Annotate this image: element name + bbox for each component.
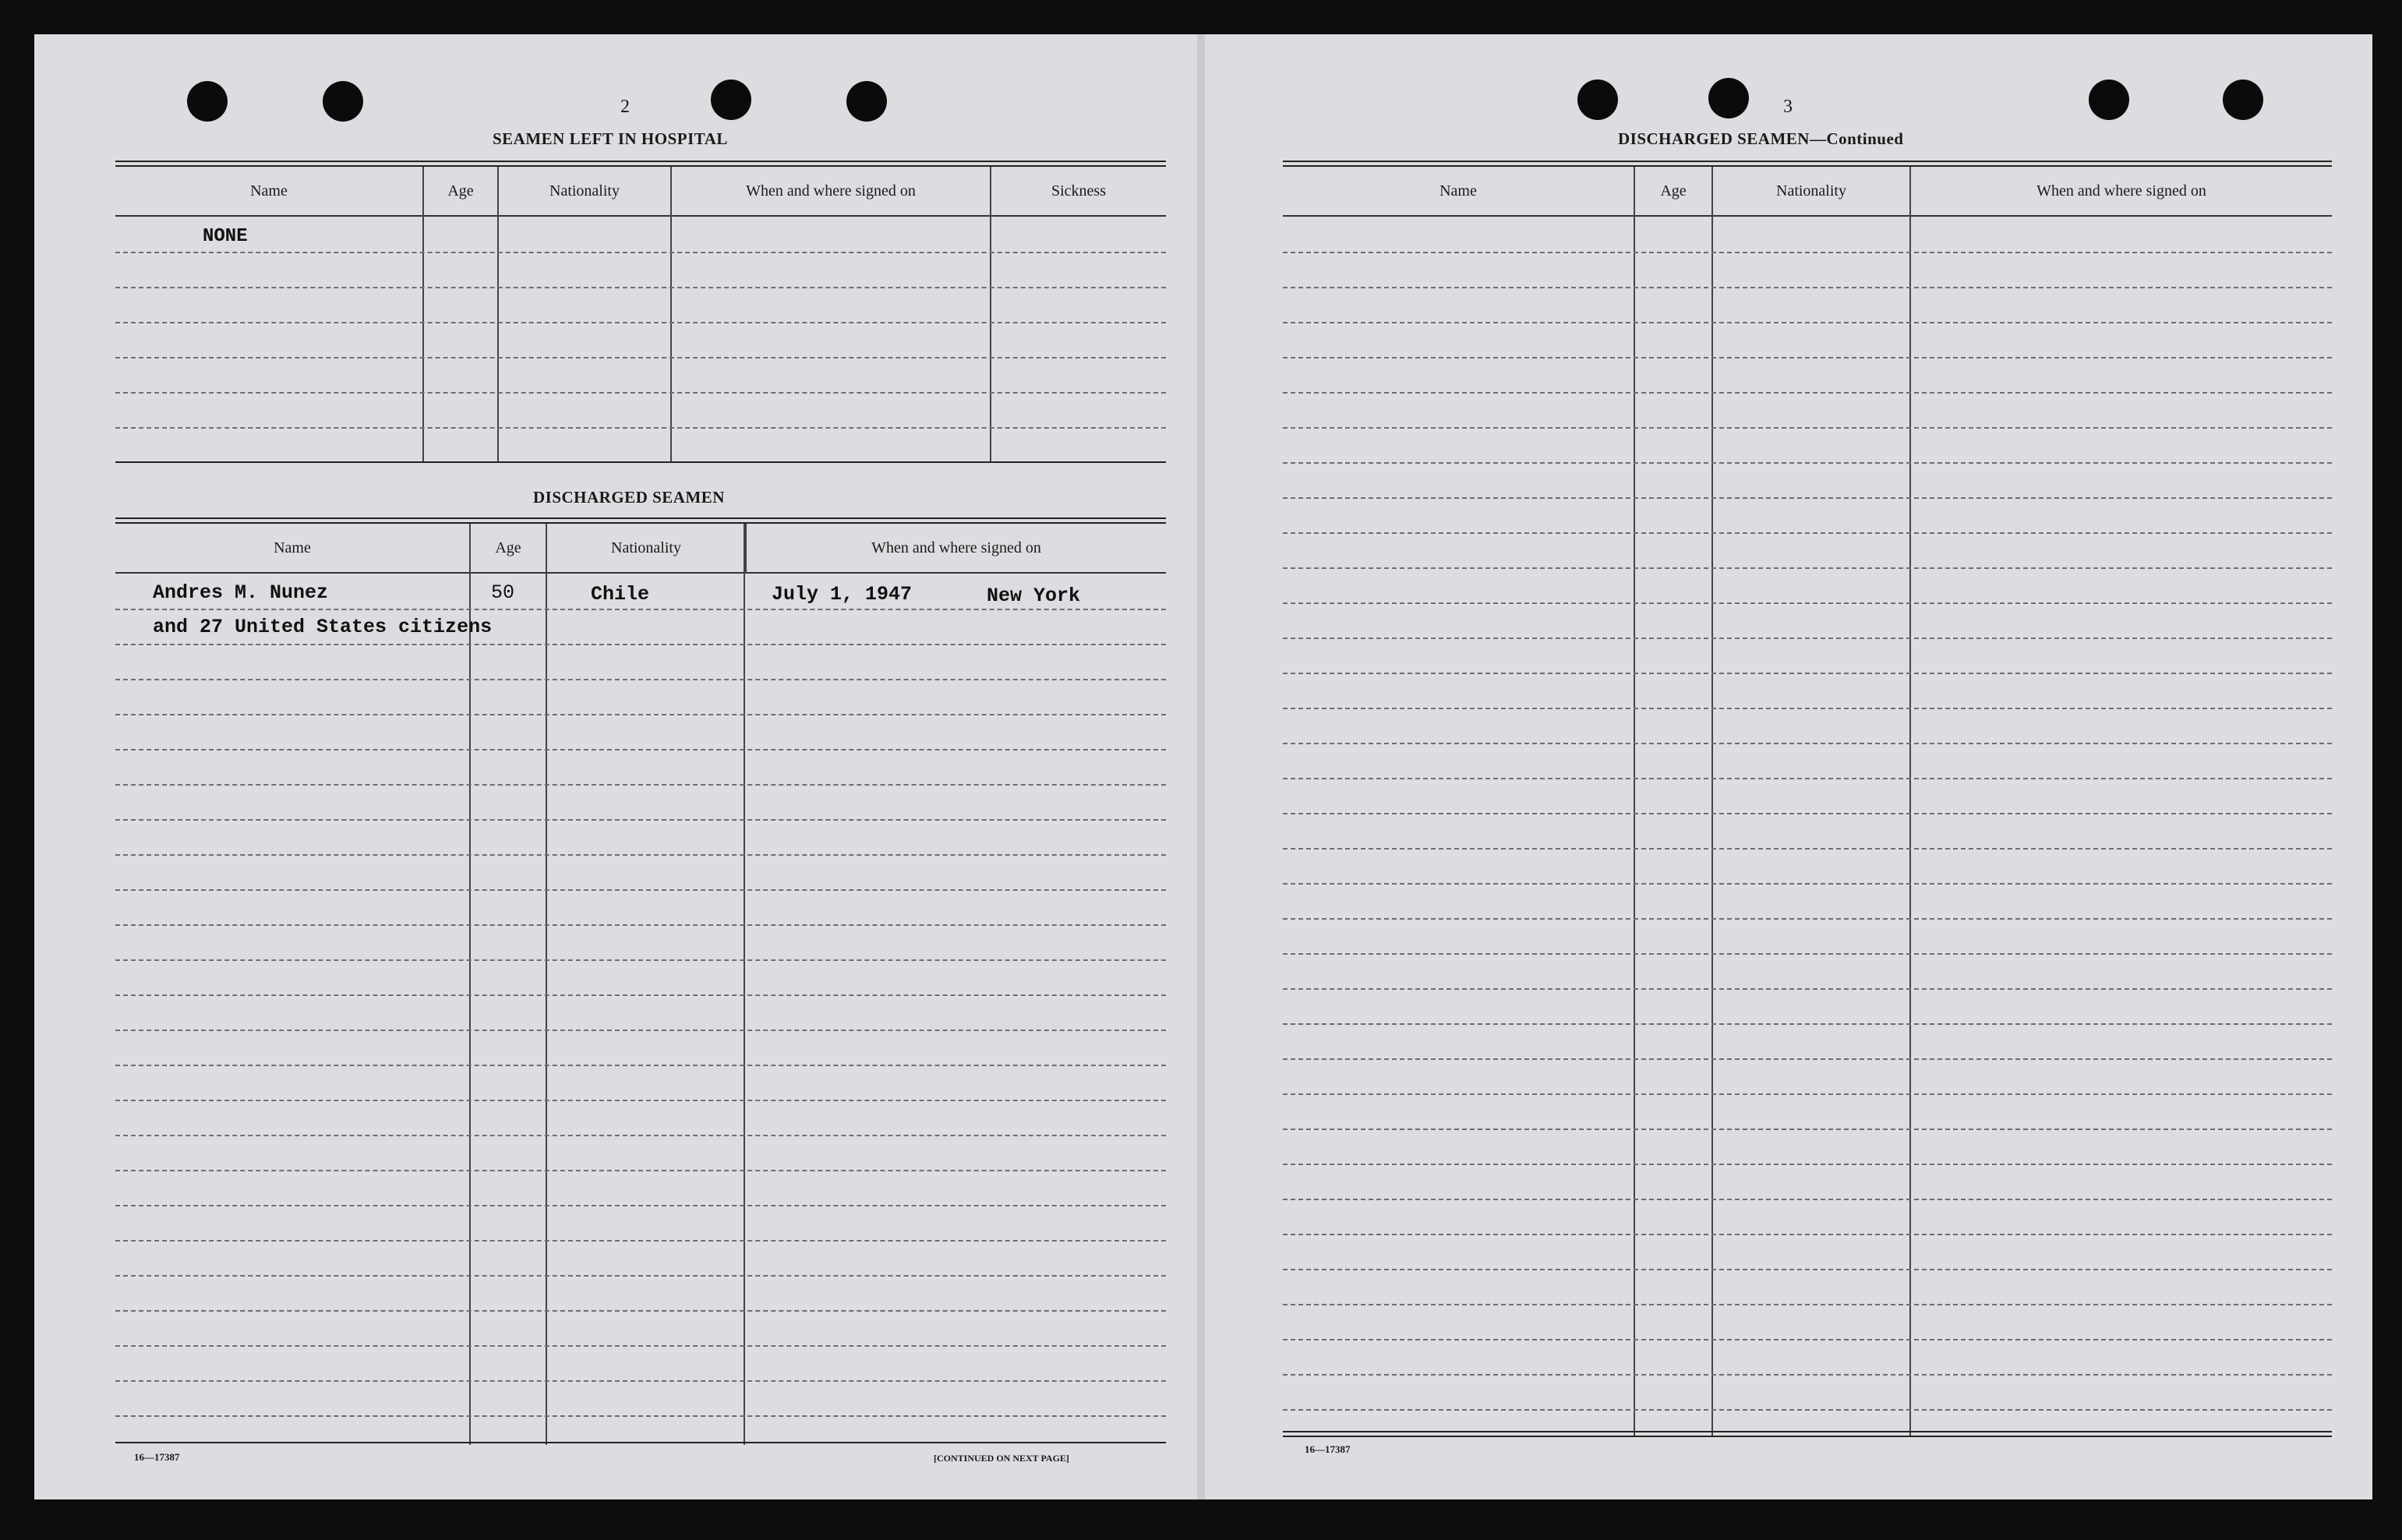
hospital-header-row [115, 167, 1166, 217]
ruled-line [1283, 1199, 2332, 1200]
ruled-line [1283, 988, 2332, 990]
ruled-line [115, 357, 1166, 359]
additional-seamen-note: and 27 United States citizens [153, 616, 493, 638]
ruled-line [115, 854, 1166, 856]
left-page [34, 34, 1197, 1499]
ruled-line [1283, 1234, 2332, 1235]
ruled-line [115, 749, 1166, 751]
ruled-line [1283, 918, 2332, 920]
ruled-line [1283, 532, 2332, 534]
hospital-table [115, 161, 1166, 463]
ruled-line [115, 1345, 1166, 1347]
ruled-line [115, 1275, 1166, 1277]
ruled-line [115, 819, 1166, 821]
col-age-header: Age [1635, 167, 1713, 215]
book-gutter [1197, 34, 1205, 1499]
ruled-line [1283, 252, 2332, 253]
punch-hole [323, 81, 363, 122]
ruled-line [1283, 1339, 2332, 1340]
right-page [1205, 34, 2372, 1499]
ruled-line [1283, 602, 2332, 604]
section-title-suffix: —Continued [1809, 129, 1904, 148]
ruled-line [115, 392, 1166, 394]
punch-hole [187, 81, 228, 122]
punch-hole [2223, 79, 2263, 120]
ruled-line [115, 1065, 1166, 1066]
ruled-line [115, 1170, 1166, 1171]
col-signed-on-header: When and where signed on [871, 539, 1041, 556]
ruled-line [1283, 322, 2332, 323]
ruled-line [1283, 673, 2332, 674]
discharged-section-title: DISCHARGED SEAMEN [533, 488, 725, 507]
seaman-name: Andres M. Nunez [153, 581, 329, 604]
ruled-line [1283, 1129, 2332, 1130]
hospital-entry-none: NONE [203, 226, 248, 247]
ruled-line [1283, 1304, 2332, 1305]
seaman-signed-on-date: July 1, 1947 [772, 583, 913, 606]
punch-hole [2089, 79, 2129, 120]
col-nationality-header: Nationality [1713, 167, 1911, 215]
col-name-header: Name [115, 167, 424, 215]
ruled-line [115, 322, 1166, 323]
ruled-line [1283, 392, 2332, 394]
col-name-header: Name [115, 524, 471, 572]
ruled-line [1283, 778, 2332, 779]
ruled-line [1283, 1058, 2332, 1060]
ruled-line [115, 1310, 1166, 1312]
ruled-line [115, 784, 1166, 786]
ruled-line [115, 1240, 1166, 1242]
ruled-line [1283, 497, 2332, 499]
ruled-line [115, 1100, 1166, 1101]
ruled-line [115, 1415, 1166, 1417]
seaman-age: 50 [491, 581, 515, 604]
hospital-section-title: SEAMEN LEFT IN HOSPITAL [493, 129, 728, 148]
form-number: 16—17387 [1305, 1443, 1351, 1455]
continued-note: [CONTINUED ON NEXT PAGE] [934, 1453, 1069, 1464]
ruled-line [115, 644, 1166, 645]
ruled-line [115, 287, 1166, 288]
col-age-header: Age [424, 167, 499, 215]
ruled-line [1283, 287, 2332, 288]
form-number: 16—17387 [134, 1451, 180, 1463]
ruled-line [115, 609, 1166, 610]
ruled-line [1283, 813, 2332, 814]
page-number: 3 [1783, 97, 1793, 117]
punch-hole [711, 79, 751, 120]
ruled-line [1283, 462, 2332, 464]
col-signed-on-header: When and where signed on [672, 167, 991, 215]
col-age-header: Age [471, 524, 547, 572]
ruled-line [115, 924, 1166, 926]
punch-hole [1577, 79, 1618, 120]
ruled-line [1283, 1374, 2332, 1376]
col-nationality-header: Nationality [547, 524, 747, 572]
ruled-line [115, 679, 1166, 680]
ruled-line [1283, 953, 2332, 955]
discharged-continued-title [1618, 129, 1903, 149]
ruled-line [1283, 708, 2332, 709]
ruled-line [115, 714, 1166, 715]
ruled-line [1283, 1409, 2332, 1411]
ruled-line [115, 1380, 1166, 1382]
seaman-nationality: Chile [591, 583, 650, 606]
col-nationality-header: Nationality [499, 167, 672, 215]
ruled-line [115, 889, 1166, 891]
ruled-line [115, 1205, 1166, 1206]
col-sickness-header: Sickness [1051, 182, 1106, 200]
ruled-line [1283, 1023, 2332, 1025]
col-name-header: Name [1283, 167, 1635, 215]
ruled-line [1283, 883, 2332, 885]
ruled-line [115, 427, 1166, 429]
ruled-line [1283, 848, 2332, 849]
discharged-header-row [115, 524, 1166, 574]
ruled-line [1283, 427, 2332, 429]
ruled-line [1283, 638, 2332, 639]
ruled-line [1283, 1269, 2332, 1270]
ruled-line [115, 994, 1166, 996]
ruled-line [1283, 1164, 2332, 1165]
discharged-table [115, 517, 1166, 1446]
page-number: 2 [620, 97, 630, 117]
seaman-signed-on-place: New York [987, 585, 1081, 607]
discharged-continued-table [1283, 161, 2332, 1437]
continued-header-row [1283, 167, 2332, 217]
ruled-line [115, 252, 1166, 253]
ruled-line [115, 959, 1166, 961]
ruled-line [1283, 357, 2332, 359]
ruled-line [1283, 1093, 2332, 1095]
section-title-main: DISCHARGED SEAMEN [1618, 129, 1810, 148]
punch-hole [846, 81, 887, 122]
ruled-line [1283, 567, 2332, 569]
punch-hole [1708, 78, 1749, 118]
ruled-line [115, 1030, 1166, 1031]
ruled-line [115, 1135, 1166, 1136]
col-signed-on-header: When and where signed on [2036, 182, 2206, 200]
ruled-line [1283, 743, 2332, 744]
